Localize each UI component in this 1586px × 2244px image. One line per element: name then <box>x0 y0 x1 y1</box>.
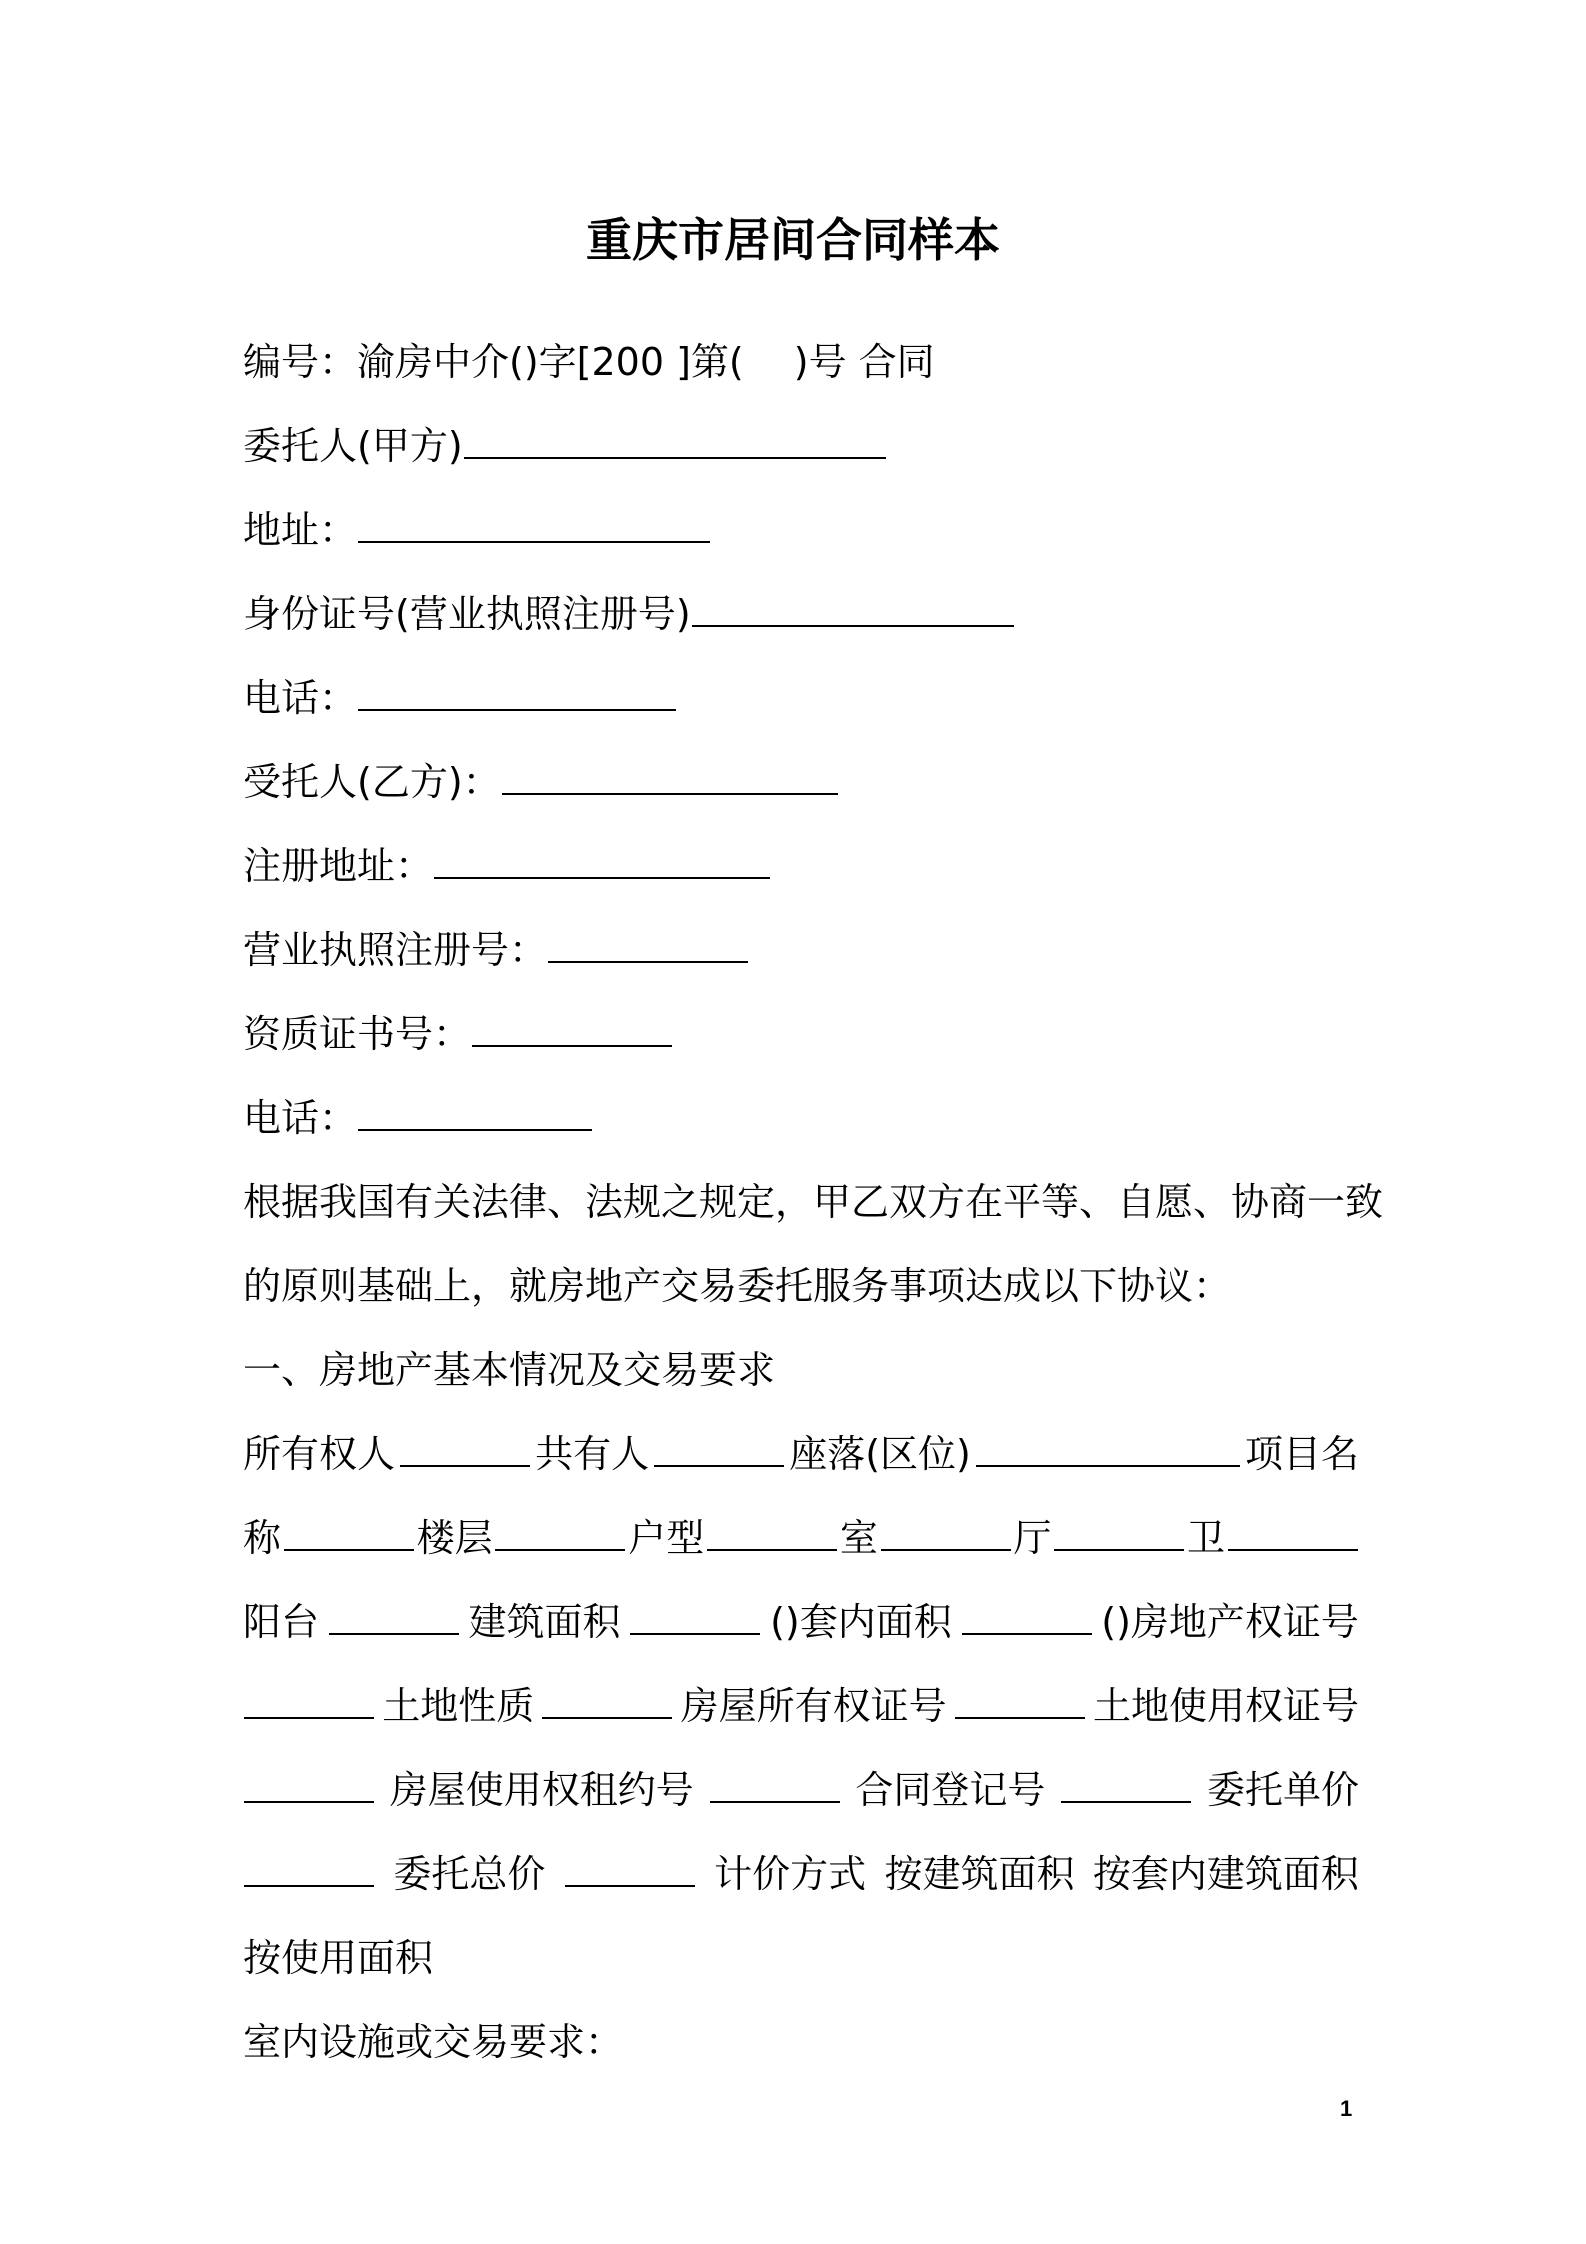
fill-blank[interactable] <box>400 1427 530 1467</box>
property-label: 座落(区位) <box>789 1432 971 1476</box>
preamble-text: 的原则基础上，就房地产交易委托服务事项达成以下协议： <box>243 1264 1232 1308</box>
field-line-principal <box>243 418 887 474</box>
fill-blank[interactable] <box>358 671 676 711</box>
fill-blank[interactable] <box>434 839 770 879</box>
fill-blank[interactable] <box>542 1679 672 1719</box>
fill-blank[interactable] <box>955 1679 1085 1719</box>
property-label: 室 <box>839 1516 878 1560</box>
field-label: 身份证号(营业执照注册号) <box>243 592 691 636</box>
property-label: 厅 <box>1013 1516 1052 1560</box>
fill-blank[interactable] <box>1054 1511 1184 1551</box>
fill-blank[interactable] <box>244 1763 374 1803</box>
fill-blank[interactable] <box>244 1847 374 1887</box>
fill-blank[interactable] <box>358 1091 592 1131</box>
property-label: 所有权人 <box>243 1432 396 1476</box>
property-label: ()房地产权证号 <box>1101 1600 1359 1644</box>
property-label: 建筑面积 <box>468 1600 621 1644</box>
property-label: ()套内面积 <box>770 1600 952 1644</box>
preamble-text: 根据我国有关法律、法规之规定，甲乙双方在平等、自愿、协商一致 <box>243 1180 1384 1224</box>
field-label: 营业执照注册号： <box>243 928 548 972</box>
indoor-requirements-line <box>243 2014 623 2070</box>
field-line-id-number <box>243 586 1015 642</box>
fill-blank[interactable] <box>565 1847 695 1887</box>
fill-blank[interactable] <box>976 1427 1240 1467</box>
page-number: 1 <box>1340 2096 1353 2121</box>
field-label: 委托人(甲方) <box>243 424 463 468</box>
fill-blank[interactable] <box>502 755 838 795</box>
fill-blank[interactable] <box>329 1595 459 1635</box>
property-label: 合同登记号 <box>855 1768 1046 1812</box>
fill-blank[interactable] <box>962 1595 1092 1635</box>
property-line <box>243 1510 1359 1566</box>
field-line-phone <box>243 670 677 726</box>
fill-blank[interactable] <box>495 1511 625 1551</box>
preamble-line <box>243 1258 1231 1314</box>
section-heading <box>243 1342 775 1398</box>
fill-blank[interactable] <box>284 1511 414 1551</box>
property-label: 称 <box>243 1516 282 1560</box>
contract-number-prefix: 编号：渝房中介()字[200 ]第( <box>243 340 744 384</box>
property-line <box>243 1930 433 1986</box>
property-label: 计价方式 <box>714 1852 867 1896</box>
property-line <box>243 1678 1359 1734</box>
fill-blank[interactable] <box>472 1007 672 1047</box>
property-label: 委托单价 <box>1206 1768 1359 1812</box>
property-label: 楼层 <box>416 1516 493 1560</box>
field-label: 电话： <box>243 1096 358 1140</box>
indoor-requirements-label: 室内设施或交易要求： <box>243 2020 624 2064</box>
fill-blank[interactable] <box>464 419 886 459</box>
section-heading-text: 一、房地产基本情况及交易要求 <box>243 1348 776 1392</box>
field-line-license-number <box>243 922 749 978</box>
fill-blank[interactable] <box>881 1511 1011 1551</box>
fill-blank[interactable] <box>244 1679 374 1719</box>
property-label: 委托总价 <box>393 1852 546 1896</box>
pricing-option: 按使用面积 <box>243 1936 434 1980</box>
property-label: 共有人 <box>535 1432 650 1476</box>
property-label: 房屋使用权租约号 <box>389 1768 694 1812</box>
field-label: 地址： <box>243 508 358 552</box>
field-label: 电话： <box>243 676 358 720</box>
property-label: 户型 <box>628 1516 705 1560</box>
pricing-option: 按套内建筑面积 <box>1092 1852 1359 1896</box>
fill-blank[interactable] <box>1061 1763 1191 1803</box>
contract-number-line <box>243 334 935 390</box>
property-label: 项目名 <box>1244 1432 1359 1476</box>
property-label: 房屋所有权证号 <box>680 1684 947 1728</box>
fill-blank[interactable] <box>1228 1511 1358 1551</box>
document-title: 重庆市居间合同样本 <box>586 213 1000 267</box>
field-label: 注册地址： <box>243 844 434 888</box>
field-label: 资质证书号： <box>243 1012 472 1056</box>
property-label: 卫 <box>1187 1516 1226 1560</box>
property-line <box>243 1846 1359 1902</box>
property-line <box>243 1426 1359 1482</box>
fill-blank[interactable] <box>654 1427 784 1467</box>
fill-blank[interactable] <box>707 1511 837 1551</box>
field-line-registered-address <box>243 838 771 894</box>
fill-blank[interactable] <box>630 1595 760 1635</box>
property-label: 土地使用权证号 <box>1092 1684 1359 1728</box>
field-line-qualification-number <box>243 1006 673 1062</box>
property-line <box>243 1594 1359 1650</box>
preamble-line <box>243 1174 1383 1230</box>
fill-blank[interactable] <box>358 503 710 543</box>
field-line-address <box>243 502 711 558</box>
property-line <box>243 1762 1359 1818</box>
property-label: 土地性质 <box>382 1684 535 1728</box>
fill-blank[interactable] <box>548 923 748 963</box>
pricing-option: 按建筑面积 <box>884 1852 1075 1896</box>
fill-blank[interactable] <box>710 1763 840 1803</box>
field-label: 受托人(乙方)： <box>243 760 501 804</box>
field-line-agent <box>243 754 839 810</box>
field-line-agent-phone <box>243 1090 593 1146</box>
property-label: 阳台 <box>243 1600 320 1644</box>
contract-number-suffix: )号 合同 <box>793 340 935 384</box>
fill-blank[interactable] <box>692 587 1014 627</box>
